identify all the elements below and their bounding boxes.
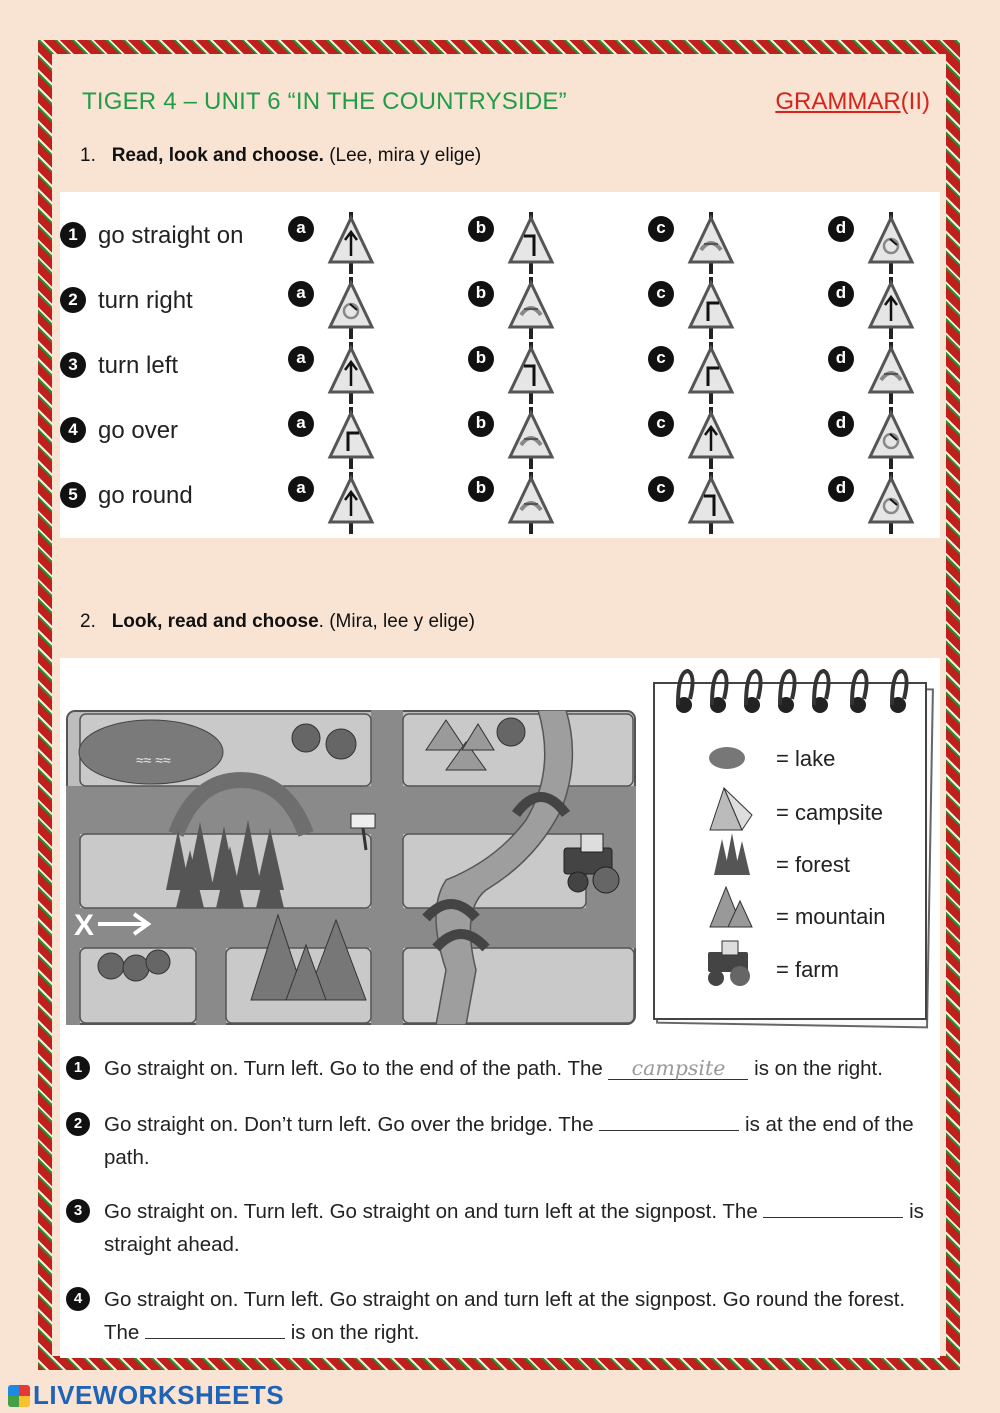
grammar-suffix: (II) (900, 88, 930, 115)
option-a[interactable]: a (288, 346, 314, 372)
liveworksheets-logo (8, 1380, 284, 1411)
countryside-map (66, 710, 636, 1025)
option-b[interactable]: b (468, 411, 494, 437)
logo-text: LIVEWORKSHEETS (33, 1380, 285, 1410)
roundabout-sign-icon[interactable] (866, 212, 916, 274)
question-text (104, 1108, 936, 1174)
turn-right-sign-icon[interactable] (686, 342, 736, 404)
exercise-row (60, 212, 940, 277)
question-item (66, 1108, 936, 1174)
question-before: Go straight on. Turn left. Go to the end of the path. The (104, 1057, 609, 1080)
bridge-sign-icon[interactable] (866, 342, 916, 404)
turn-right-sign-icon[interactable] (686, 277, 736, 339)
row-number: 2 (60, 287, 86, 313)
option-c[interactable]: c (648, 216, 674, 242)
question-item (66, 1052, 936, 1085)
turn-left-sign-icon[interactable] (686, 472, 736, 534)
lake-icon (709, 747, 745, 769)
bridge-sign-icon[interactable] (506, 407, 556, 469)
option-c[interactable]: c (648, 476, 674, 502)
question-text (104, 1052, 936, 1085)
legend-label: = campsite (776, 800, 883, 825)
option-b[interactable]: b (468, 346, 494, 372)
legend-label: = forest (776, 852, 850, 877)
instruction-1 (80, 145, 481, 167)
row-phrase: go straight on (98, 222, 244, 249)
option-d[interactable]: d (828, 476, 854, 502)
row-phrase: turn left (98, 352, 179, 379)
logo-icon (8, 1385, 30, 1407)
bridge-sign-icon[interactable] (506, 277, 556, 339)
answer-blank[interactable] (599, 1130, 739, 1131)
question-text (104, 1195, 936, 1261)
option-c[interactable]: c (648, 411, 674, 437)
straight-sign-icon[interactable] (326, 342, 376, 404)
option-d[interactable]: d (828, 216, 854, 242)
grammar-label (775, 88, 930, 116)
instruction-2 (80, 611, 475, 633)
row-number: 3 (60, 352, 86, 378)
svg-text:≈≈ ≈≈: ≈≈ ≈≈ (136, 752, 171, 768)
option-a[interactable]: a (288, 216, 314, 242)
roundabout-sign-icon[interactable] (866, 407, 916, 469)
instruction-rest: . (Mira, lee y elige) (318, 611, 475, 632)
option-b[interactable]: b (468, 476, 494, 502)
option-a[interactable]: a (288, 411, 314, 437)
roundabout-sign-icon[interactable] (326, 277, 376, 339)
instruction-number: 1. (80, 145, 96, 166)
row-phrase: go round (98, 482, 193, 509)
option-d[interactable]: d (828, 281, 854, 307)
row-number: 1 (60, 222, 86, 248)
map-start-marker: X (74, 909, 95, 942)
question-number: 2 (66, 1112, 90, 1136)
exercise-row (60, 407, 940, 472)
row-number: 5 (60, 482, 86, 508)
option-c[interactable]: c (648, 281, 674, 307)
turn-left-sign-icon[interactable] (506, 342, 556, 404)
row-phrase: turn right (98, 287, 193, 314)
legend-label: = farm (776, 957, 839, 982)
option-b[interactable]: b (468, 281, 494, 307)
exercise-row (60, 472, 940, 537)
legend-label: = mountain (776, 904, 886, 929)
option-a[interactable]: a (288, 476, 314, 502)
exercise-1-panel (60, 192, 940, 538)
turn-right-sign-icon[interactable] (326, 407, 376, 469)
page-title: TIGER 4 – UNIT 6 “IN THE COUNTRYSIDE” (82, 88, 567, 115)
question-item (66, 1283, 936, 1349)
option-a[interactable]: a (288, 281, 314, 307)
question-number: 4 (66, 1287, 90, 1311)
question-before: Go straight on. Turn left. Go straight on and turn left at the signpost. Go round the forest. The (104, 1288, 906, 1344)
option-c[interactable]: c (648, 346, 674, 372)
question-after: is on the right. (285, 1321, 420, 1344)
question-number: 1 (66, 1056, 90, 1080)
question-after: is straight ahead. (104, 1200, 924, 1256)
bridge-sign-icon[interactable] (686, 212, 736, 274)
option-d[interactable]: d (828, 346, 854, 372)
straight-sign-icon[interactable] (686, 407, 736, 469)
roundabout-sign-icon[interactable] (866, 472, 916, 534)
row-phrase: go over (98, 417, 179, 444)
question-after: is on the right. (748, 1057, 883, 1080)
question-text (104, 1283, 936, 1349)
grammar-word: GRAMMAR (775, 88, 901, 115)
exercise-row (60, 277, 940, 342)
answer-blank[interactable] (145, 1338, 285, 1339)
answer-blank[interactable]: campsite (608, 1057, 748, 1080)
answer-blank[interactable] (763, 1217, 903, 1218)
question-before: Go straight on. Turn left. Go straight on and turn left at the signpost. The (104, 1200, 764, 1223)
straight-sign-icon[interactable] (866, 277, 916, 339)
legend-label: = lake (776, 746, 836, 771)
instruction-bold: Look, read and choose (111, 611, 319, 632)
instruction-number: 2. (80, 611, 96, 632)
bridge-sign-icon[interactable] (506, 472, 556, 534)
option-d[interactable]: d (828, 411, 854, 437)
row-number: 4 (60, 417, 86, 443)
exercise-row (60, 342, 940, 407)
turn-left-sign-icon[interactable] (506, 212, 556, 274)
question-after: is at the end of the path. (104, 1113, 914, 1169)
option-b[interactable]: b (468, 216, 494, 242)
straight-sign-icon[interactable] (326, 472, 376, 534)
question-item (66, 1195, 936, 1261)
question-number: 3 (66, 1199, 90, 1223)
instruction-rest: (Lee, mira y elige) (323, 145, 482, 166)
question-before: Go straight on. Don’t turn left. Go over the bridge. The (104, 1113, 600, 1136)
straight-sign-icon[interactable] (326, 212, 376, 274)
instruction-bold: Read, look and choose. (111, 145, 324, 166)
